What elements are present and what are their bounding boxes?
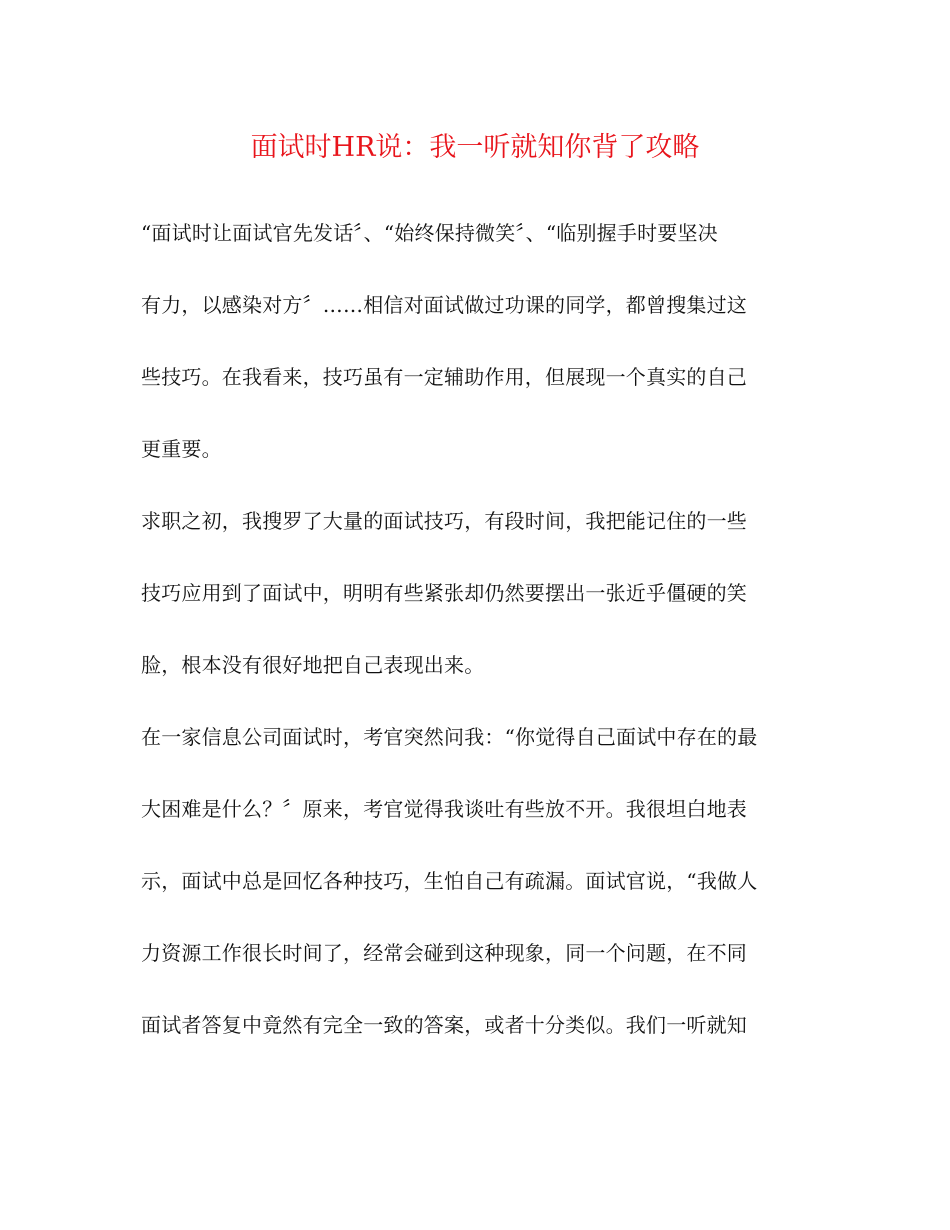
text-line: 脸，根本没有很好地把自己表现出来。 — [141, 653, 485, 677]
text-line: 面试者答复中竟然有完全一致的答案，或者十分类似。我们一听就知 — [141, 1013, 747, 1037]
text-line: 在一家信息公司面试时，考官突然问我：“你觉得自己面试中存在的最 — [141, 725, 758, 749]
text-line: 大困难是什么？〞原来，考官觉得我谈吐有些放不开。我很坦白地表 — [141, 797, 747, 821]
text-line: 力资源工作很长时间了，经常会碰到这种现象，同一个问题，在不同 — [141, 941, 747, 965]
text-line: 示，面试中总是回忆各种技巧，生怕自己有疏漏。面试官说，“我做人 — [141, 869, 758, 893]
text-line: “面试时让面试官先发话〞、“始终保持微笑〞、“临别握手时要坚决 — [141, 221, 718, 245]
document-title: 面试时HR说：我一听就知你背了攻略 — [250, 132, 700, 163]
text-line: 求职之初，我搜罗了大量的面试技巧，有段时间，我把能记住的一些 — [141, 509, 747, 533]
text-line: 有力，以感染对方〞……相信对面试做过功课的同学，都曾搜集过这 — [141, 293, 747, 317]
text-line: 技巧应用到了面试中，明明有些紧张却仍然要摆出一张近乎僵硬的笑 — [141, 581, 747, 605]
text-line: 更重要。 — [141, 437, 222, 461]
text-line: 些技巧。在我看来，技巧虽有一定辅助作用，但展现一个真实的自己 — [141, 365, 747, 389]
